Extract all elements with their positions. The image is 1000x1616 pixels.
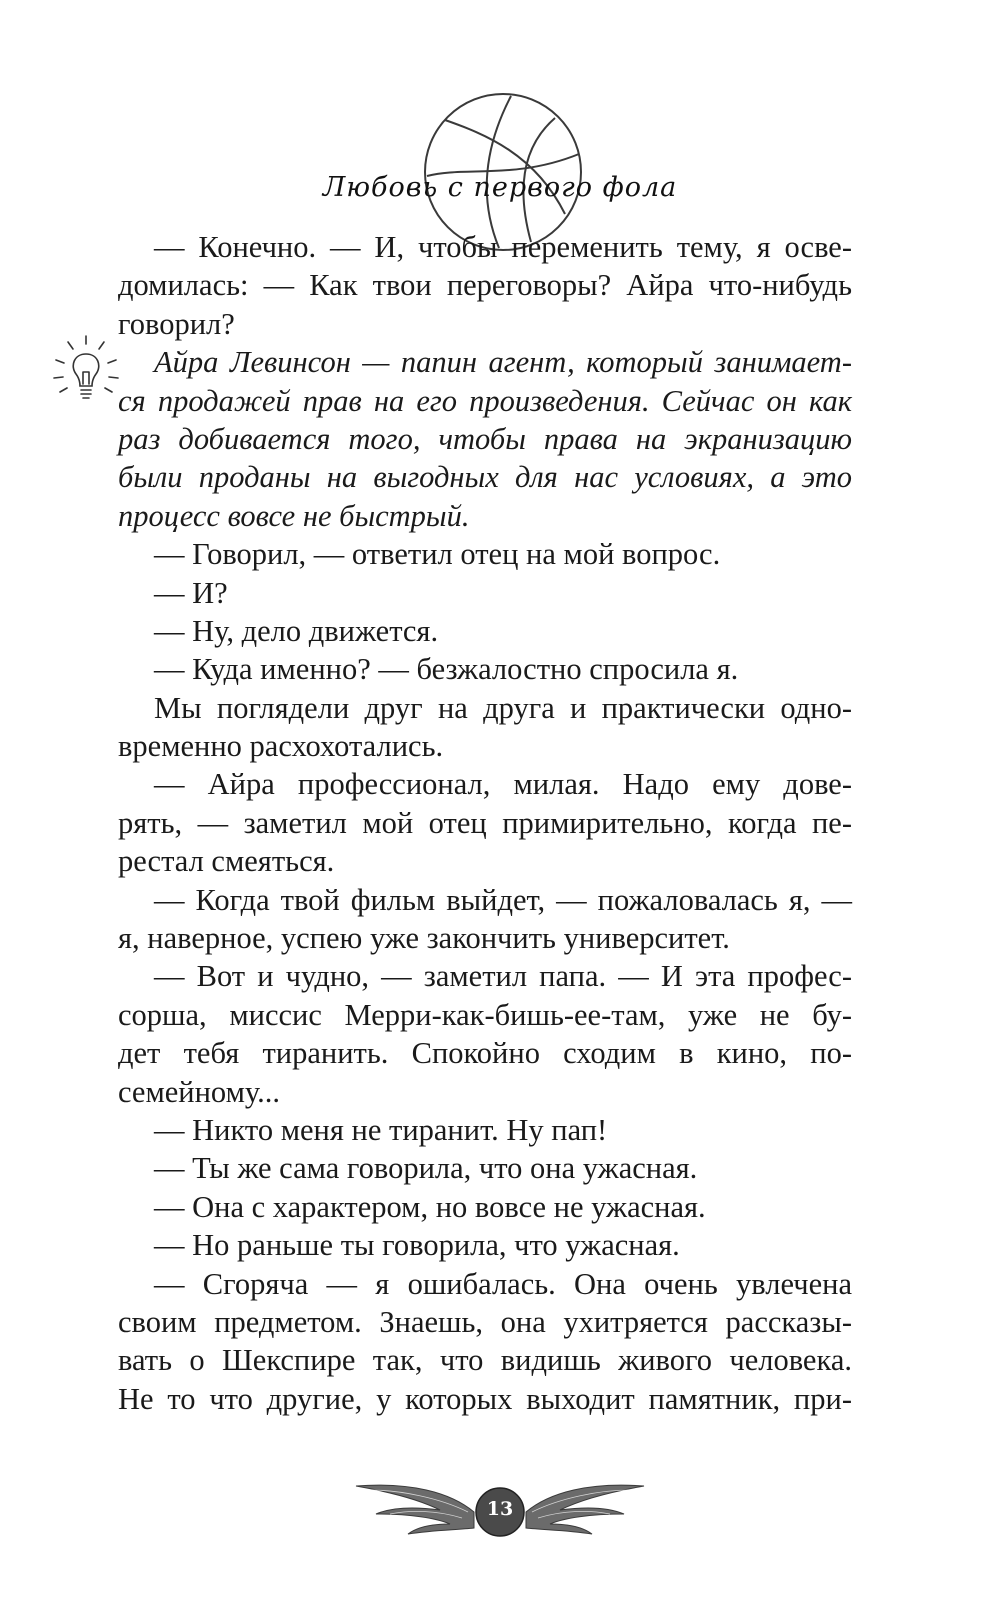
text-line: рять, — заметил мой отец примирительно, когда пе-	[118, 805, 852, 840]
text-line: — Ты же сама говорила, что она ужасная.	[154, 1151, 698, 1186]
text-line: — Айра профессионал, милая. Надо ему дове-	[154, 767, 852, 802]
text-line: — Но раньше ты говорила, что ужасная.	[154, 1228, 680, 1263]
margin-note-line: раз добивается того, чтобы права на экранизацию	[118, 421, 852, 456]
text-line: сорша, миссис Мерри-как-бишь-ее-там, уже не бу-	[118, 997, 852, 1032]
text-line: — Куда именно? — безжалостно спросила я.	[154, 652, 739, 687]
text-line: — Когда твой фильм выйдет, — пожаловалась я, —	[154, 882, 852, 917]
running-title: Любовь с первого фола	[322, 172, 678, 203]
text-line: вать о Шекспире так, что видишь живого человека.	[118, 1343, 852, 1378]
lightbulb-icon	[46, 330, 126, 414]
margin-note-line: были проданы на выгодных для нас условиях, а это	[118, 460, 852, 495]
text-line: Мы поглядели друг на друга и практически одно-	[154, 690, 852, 725]
text-line: семейному...	[118, 1074, 280, 1109]
text-line: — Конечно. — И, чтобы переменить тему, я осве-	[154, 230, 852, 264]
text-line: — Вот и чудно, — заметил папа. — И эта профес-	[154, 959, 852, 994]
page-number: 13	[486, 1498, 514, 1520]
margin-note-line: ся продажей прав на его произведения. Сейчас он как	[118, 383, 852, 418]
text-line: дет тебя тиранить. Спокойно сходим в кино, по-	[118, 1036, 852, 1071]
text-line: — Сгоряча — я ошибалась. Она очень увлечена	[154, 1266, 852, 1301]
text-line: — Говорил, — ответил отец на мой вопрос.	[154, 537, 721, 572]
text-line: — И?	[154, 575, 228, 610]
text-line: домилась: — Как твои переговоры? Айра что-нибудь	[118, 268, 852, 303]
text-line: — Ну, дело движется.	[154, 613, 439, 648]
text-line: — Она с характером, но вовсе не ужасная.	[154, 1189, 706, 1224]
text-line: временно расхохотались.	[118, 729, 444, 764]
text-line: Не то что другие, у которых выходит памятник, при-	[118, 1381, 852, 1416]
page-number-ornament	[350, 1470, 650, 1550]
text-line: своим предметом. Знаешь, она ухитряется рассказы-	[118, 1304, 852, 1339]
text-line: — Никто меня не тиранит. Ну пап!	[154, 1112, 608, 1147]
margin-note-line: Айра Левинсон — папин агент, который занимает-	[154, 345, 852, 380]
text-line: рестал смеяться.	[118, 844, 335, 879]
text-line: я, наверное, успею уже закончить университет.	[118, 921, 730, 956]
text-line: говорил?	[118, 306, 235, 341]
margin-note-line: процесс вовсе не быстрый.	[118, 498, 470, 533]
page-body	[118, 228, 852, 1418]
